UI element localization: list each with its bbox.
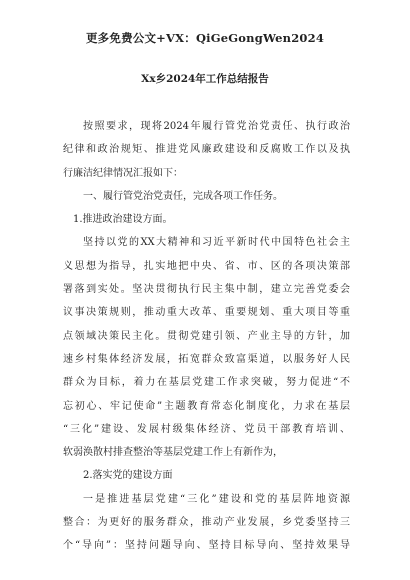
paragraph-line: 速乡村集体经济发展，拓宽群众致富渠道，以服务好人民	[63, 353, 350, 365]
subsection-heading: 1.推进政治建设方面。	[73, 214, 173, 226]
paragraph-line: 纪律和政治规矩、推进党风廉政建设和反腐败工作以及执	[63, 144, 350, 156]
document-body	[63, 115, 350, 558]
paragraph-line: 点领域决策民主化。贯彻党建引领、产业主导的方针，加	[63, 330, 350, 342]
paragraph-line: 整合：为更好的服务群众，推动产业发展，乡党委坚持三	[63, 517, 350, 529]
paragraph-line: 坚持以党的XX大精神和习近平新时代中国特色社会主	[83, 237, 350, 249]
paragraph-line: 行廉洁纪律情况汇报如下：	[63, 167, 183, 179]
paragraph-line: 软弱涣散村排查整治等基层党建工作上有新作为，	[63, 447, 283, 459]
paragraph-line: 按照要求，现将2024年履行管党治党责任、执行政治	[83, 121, 350, 132]
paragraph-line: 一是推进基层党建“三化”建设和党的基层阵地资源	[83, 493, 350, 505]
document-title: Xx乡2024年工作总结报告	[141, 73, 269, 85]
paragraph-line: 群众为目标，着力在基层党建工作求突破，努力促进“不	[63, 377, 350, 389]
promo-header: 更多免费公文+VX：QiGeGongWen2024	[85, 31, 325, 45]
paragraph-line: 议事决策规则，推动重大改革、重要规划、重大项目等重	[63, 307, 350, 319]
section-heading: 一、履行管党治党责任，完成各项工作任务。	[83, 190, 283, 202]
paragraph-line: 义思想为指导，扎实地把中央、省、市、区的各项决策部	[63, 260, 350, 272]
paragraph-line: 个“导向”：坚持问题导向、坚持目标导向、坚持效果导	[63, 540, 350, 552]
paragraph-line: 忘初心、牢记使命”主题教育常态化制度化，力求在基层	[63, 400, 350, 412]
subsection-heading: 2.落实党的建设方面	[83, 470, 173, 482]
paragraph-line: “三化”建设、发展村级集体经济、党员干部教育培训、	[63, 423, 350, 435]
paragraph-line: 署落到实处。坚决贯彻执行民主集中制，建立完善党委会	[63, 284, 350, 296]
